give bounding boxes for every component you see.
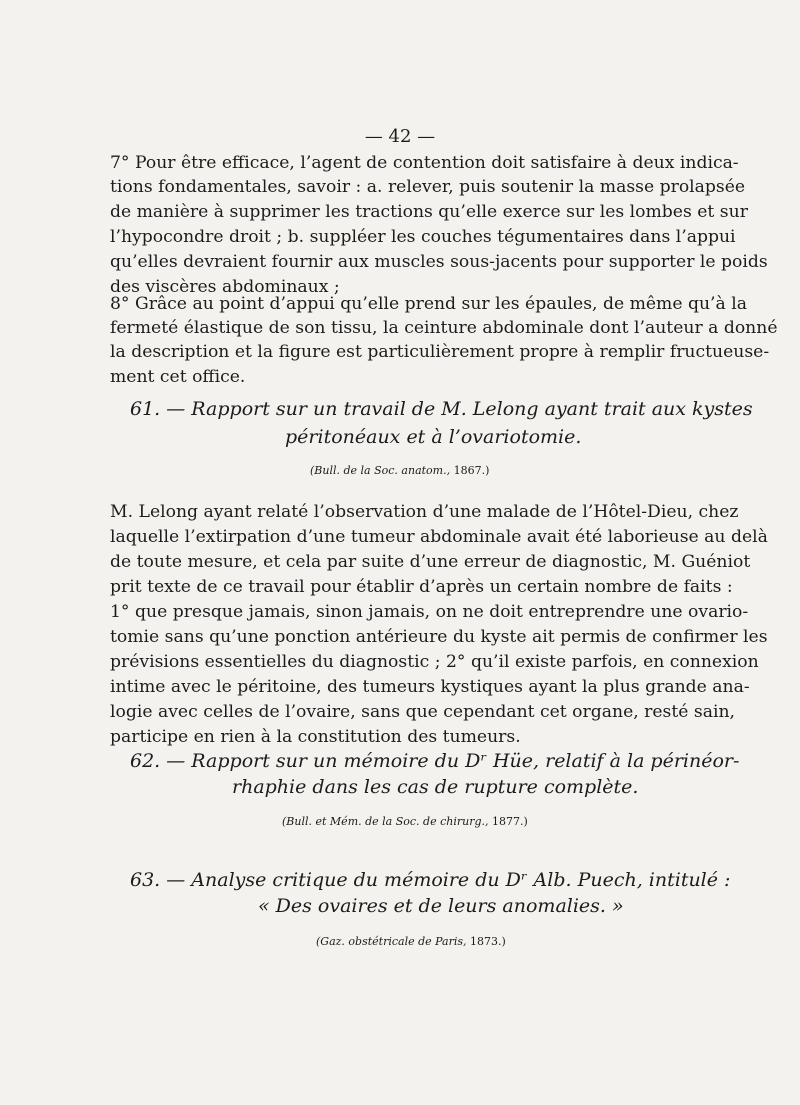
text-line: 7° Pour être efficace, l’agent de contention doit satisfaire à deux indica- — [110, 153, 739, 173]
text-line: tions fondamentales, savoir : a. relever, puis soutenir la masse prolapsée — [110, 177, 746, 197]
text-line: de manière à supprimer les tractions qu’elle exerce sur les lombes et sur — [110, 202, 748, 222]
section-heading: 61. — Rapport sur un travail de M. Lelong ayant trait aux kystes — [130, 398, 753, 420]
text-line: fermeté élastique de son tissu, la ceinture abdominale dont l’auteur a donné — [110, 318, 778, 338]
text-line: prévisions essentielles du diagnostic ; 2° qu’il existe parfois, en connexion — [110, 652, 759, 672]
text-line: participe en rien à la constitution des tumeurs. — [110, 727, 521, 747]
bibliographic-reference — [282, 815, 528, 828]
section-heading-cont: péritonéaux et à l’ovariotomie. — [285, 426, 582, 448]
reference-source: (Bull. de la Soc. anatom., — [310, 464, 451, 477]
text-line: laquelle l’extirpation d’une tumeur abdominale avait été laborieuse au delà — [110, 527, 768, 547]
text-line: 1° que presque jamais, sinon jamais, on ne doit entreprendre une ovario- — [110, 602, 749, 622]
text-line: intime avec le péritoine, des tumeurs kystiques ayant la plus grande ana- — [110, 677, 750, 697]
text-line: ment cet office. — [110, 367, 246, 387]
text-line: la description et la figure est particulièrement propre à remplir fructueuse- — [110, 342, 770, 362]
section-heading: 62. — Rapport sur un mémoire du Dʳ Hüe, relatif à la périnéor- — [130, 750, 740, 772]
text-line: M. Lelong ayant relaté l’observation d’une malade de l’Hôtel-Dieu, chez — [110, 502, 739, 522]
reference-source: (Bull. et Mém. de la Soc. de chirurg., — [282, 815, 489, 828]
text-line: tomie sans qu’une ponction antérieure du kyste ait permis de confirmer les — [110, 627, 768, 647]
text-line: de toute mesure, et cela par suite d’une erreur de diagnostic, M. Guéniot — [110, 552, 751, 572]
text-line: l’hypocondre droit ; b. suppléer les couches tégumentaires dans l’appui — [110, 227, 736, 247]
section-heading-cont: rhaphie dans les cas de rupture complète. — [232, 776, 639, 798]
text-line: 8° Grâce au point d’appui qu’elle prend sur les épaules, de même qu’à la — [110, 294, 747, 314]
section-heading: 63. — Analyse critique du mémoire du Dʳ Alb. Puech, intitulé : — [130, 869, 731, 891]
text-line: prit texte de ce travail pour établir d’après un certain nombre de faits : — [110, 577, 733, 597]
text-line: logie avec celles de l’ovaire, sans que cependant cet organe, resté sain, — [110, 702, 736, 722]
page-number: — 42 — — [364, 126, 436, 147]
section-heading-cont: « Des ovaires et de leurs anomalies. » — [258, 895, 624, 917]
reference-source: (Gaz. obstétricale de Paris, — [316, 935, 467, 948]
bibliographic-reference — [310, 464, 489, 477]
reference-year: 1873.) — [470, 935, 506, 948]
bibliographic-reference — [316, 935, 506, 948]
reference-year: 1877.) — [492, 815, 528, 828]
text-line: des viscères abdominaux ; — [110, 277, 340, 297]
reference-year: 1867.) — [453, 464, 490, 477]
text-line: qu’elles devraient fournir aux muscles sous-jacents pour supporter le poids — [110, 252, 768, 272]
